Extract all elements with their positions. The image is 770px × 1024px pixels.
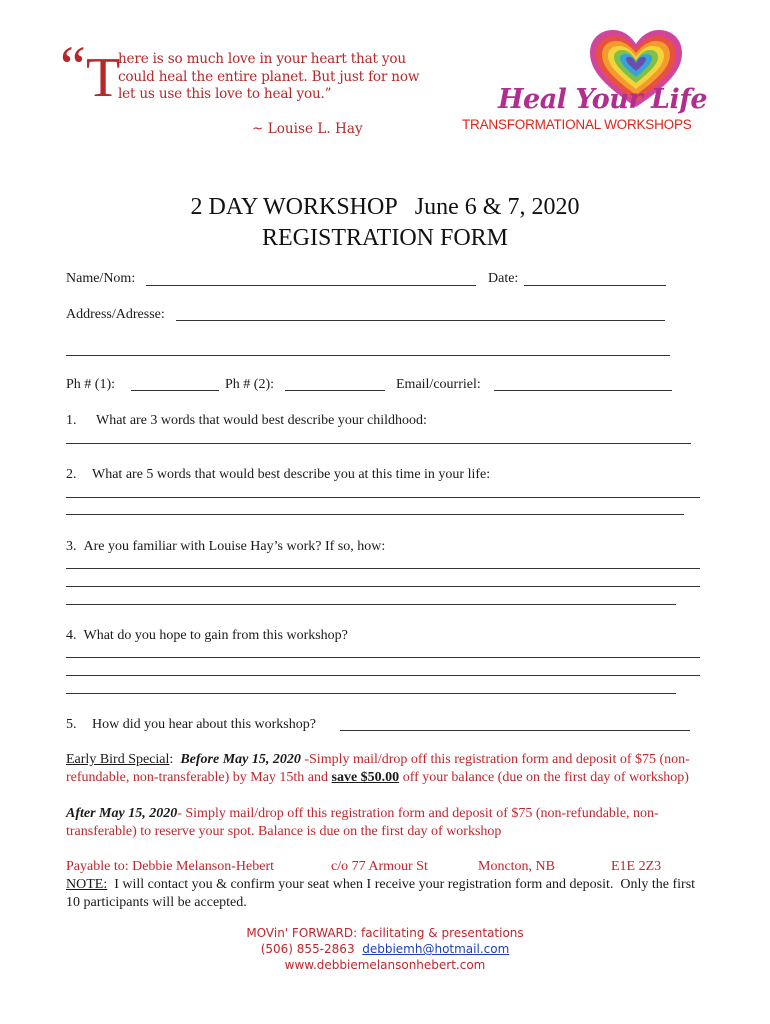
form-subtitle: REGISTRATION FORM	[261, 225, 509, 251]
open-quote-mark: “	[60, 34, 86, 99]
logo-title: Heal Your Life	[498, 84, 708, 115]
footer-phone: (506) 855-2863	[260, 942, 355, 956]
early-bird-colon: :	[169, 752, 181, 767]
quote-drop-cap: T	[86, 47, 121, 109]
footer-email-link[interactable]: debbiemh@hotmail.com	[362, 942, 510, 956]
save-amount: save $50.00	[331, 770, 400, 785]
question-3-answer-line[interactable]	[66, 604, 676, 605]
question-4-label: What do you hope to gain from this workshop?	[83, 628, 348, 643]
address-field[interactable]	[176, 320, 665, 321]
after-date-paragraph	[66, 805, 706, 841]
after-date-text: - Simply mail/drop off this registration form and deposit of $75 (non-refundable, non-transferable) to reserve your spot. Balance is due on the first day of workshop	[66, 806, 659, 839]
phone2-label: Ph # (2):	[225, 377, 274, 392]
question-1-number: 1.	[66, 413, 77, 428]
early-bird-date: Before May 15, 2020	[180, 752, 301, 767]
quote-line: let us use this love to heal you.”	[118, 86, 332, 103]
question-4-answer-line[interactable]	[66, 675, 700, 676]
address-label: Address/Adresse:	[66, 307, 165, 322]
question-3-answer-line[interactable]	[66, 568, 700, 569]
question-4-number: 4.	[66, 628, 77, 643]
after-date: After May 15, 2020	[66, 806, 178, 821]
note-label: NOTE:	[66, 877, 108, 892]
question-4-answer-line[interactable]	[66, 657, 700, 658]
quote-text	[118, 51, 420, 104]
question-2-answer-line[interactable]	[66, 514, 684, 515]
question-3-answer-line[interactable]	[66, 586, 700, 587]
phone1-label: Ph # (1):	[66, 377, 115, 392]
question-4-answer-line[interactable]	[66, 693, 676, 694]
name-field[interactable]	[146, 285, 476, 286]
question-2-text: What are 5 words that would best describe you at this time in your life:	[92, 467, 491, 482]
question-5-text: How did you hear about this workshop?	[92, 717, 316, 732]
payable-postal: E1E 2Z3	[611, 859, 662, 874]
question-1-answer-line[interactable]	[66, 443, 691, 444]
question-3-label: Are you familiar with Louise Hay’s work? If so, how:	[83, 539, 386, 554]
question-2-number: 2.	[66, 467, 77, 482]
name-label: Name/Nom:	[66, 271, 136, 286]
note-paragraph	[66, 876, 706, 912]
question-1-text: What are 3 words that would best describe your childhood:	[96, 413, 427, 428]
question-3-text	[66, 538, 385, 556]
phone2-field[interactable]	[285, 390, 385, 391]
phone1-field[interactable]	[131, 390, 219, 391]
footer-line1: MOVin' FORWARD: facilitating & presentations	[246, 926, 524, 940]
question-2-answer-line[interactable]	[66, 497, 700, 498]
question-4-text	[66, 627, 348, 645]
quote-line: here is so much love in your heart that you	[118, 51, 406, 67]
address-field-line2[interactable]	[66, 355, 670, 356]
note-text: I will contact you & confirm your seat when I receive your registration form and deposit. Only the first 10 participants will be accepted.	[66, 877, 699, 910]
date-field[interactable]	[524, 285, 666, 286]
question-5-answer-line[interactable]	[340, 730, 690, 731]
form-title: 2 DAY WORKSHOP June 6 & 7, 2020	[190, 194, 580, 220]
payable-to: Payable to: Debbie Melanson-Hebert	[66, 859, 274, 874]
early-bird-text: -Simply mail/drop off this registration form and deposit of $75 (non-refundable, non-transferable) by May 15th and	[66, 752, 690, 785]
logo-subtitle: TRANSFORMATIONAL WORKSHOPS	[462, 117, 692, 132]
early-bird-paragraph	[66, 751, 706, 787]
footer-contact	[0, 941, 770, 957]
email-field[interactable]	[494, 390, 672, 391]
footer-website[interactable]: www.debbiemelansonhebert.com	[284, 958, 486, 972]
payable-city: Moncton, NB	[478, 859, 555, 874]
question-3-number: 3.	[66, 539, 77, 554]
early-bird-text-end: off your balance (due on the first day of workshop)	[399, 770, 689, 785]
date-label: Date:	[488, 271, 519, 286]
payable-address: c/o 77 Armour St	[331, 859, 428, 874]
email-label: Email/courriel:	[396, 377, 481, 392]
quote-line: could heal the entire planet. But just for now	[118, 68, 420, 85]
early-bird-label: Early Bird Special	[66, 752, 170, 767]
question-5-number: 5.	[66, 717, 77, 732]
quote-author: ~ Louise L. Hay	[252, 121, 363, 137]
